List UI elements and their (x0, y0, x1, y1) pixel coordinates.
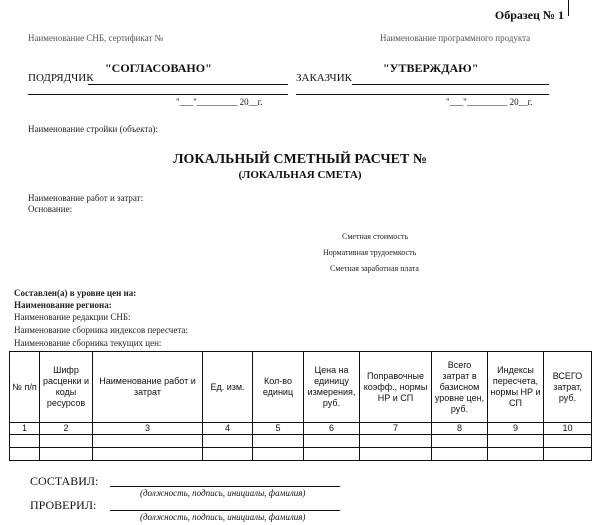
column-number: 7 (360, 423, 432, 435)
sample-label: Образец № 1 (494, 8, 564, 22)
approve-stamp: "УТВЕРЖДАЮ" (383, 61, 479, 75)
snb-name-label: Наименование СНБ, сертификат № (28, 33, 164, 43)
compiled-label: СОСТАВИЛ: (30, 474, 99, 488)
works-label: Наименование работ и затрат: (28, 193, 144, 203)
snb-edition-label: Наименование редакции СНБ: (14, 312, 131, 322)
column-number: 9 (488, 423, 544, 435)
col-header: Наименование работ и затрат (93, 352, 203, 423)
price-level-label: Составлен(а) в уровне цен на: (14, 288, 137, 298)
col-header: Шифр расценки и коды ресурсов (40, 352, 93, 423)
checked-hint: (должность, подпись, инициалы, фамилия) (140, 512, 306, 522)
col-header: Ед. изм. (203, 352, 253, 423)
checked-signature-line (110, 510, 340, 511)
column-number: 4 (203, 423, 253, 435)
column-number-row (10, 423, 592, 435)
table-row (10, 435, 592, 448)
date-left: "___"_________ 20__г. (176, 97, 263, 107)
col-header: Индексы пересчета, нормы НР и СП (488, 352, 544, 423)
agreed-stamp: "СОГЛАСОВАНО" (105, 61, 212, 75)
object-label: Наименование стройки (объекта): (28, 124, 158, 134)
checked-label: ПРОВЕРИЛ: (30, 498, 97, 512)
estimated-cost-label: Сметная стоимость (342, 232, 409, 241)
index-collection-label: Наименование сборника индексов пересчета: (14, 325, 188, 335)
col-header: № п/п (10, 352, 40, 423)
current-prices-label: Наименование сборника текущих цен: (14, 338, 162, 348)
table-row (10, 448, 592, 461)
col-header: Цена на единицу измерения, руб. (304, 352, 360, 423)
col-header: Поправочные коэфф., нормы НР и СП (360, 352, 432, 423)
table-header-row (10, 352, 592, 423)
customer-label: ЗАКАЗЧИК (296, 72, 352, 84)
column-number: 3 (93, 423, 203, 435)
contractor-label: ПОДРЯДЧИК (28, 72, 94, 84)
software-name-label: Наименование программного продукта (380, 33, 531, 43)
estimate-table (9, 351, 592, 461)
contractor-line (88, 84, 288, 85)
document-subtitle: (ЛОКАЛЬНАЯ СМЕТА) (238, 169, 362, 181)
col-header: Всего затрат в базисном уровне цен, руб. (432, 352, 488, 423)
date-right: "___"_________ 20__г. (446, 97, 533, 107)
column-number: 5 (253, 423, 304, 435)
column-number: 2 (40, 423, 93, 435)
basis-label: Основание: (28, 204, 73, 214)
document-title: ЛОКАЛЬНЫЙ СМЕТНЫЙ РАСЧЕТ № (173, 152, 427, 167)
corner-mark (568, 0, 569, 16)
column-number: 1 (10, 423, 40, 435)
customer-line-2 (296, 94, 549, 95)
column-number: 8 (432, 423, 488, 435)
compiled-signature-line (110, 486, 340, 487)
column-number: 6 (304, 423, 360, 435)
contractor-line-2 (28, 94, 288, 95)
col-header: Кол-во единиц (253, 352, 304, 423)
region-label: Наименование региона: (14, 300, 112, 310)
column-number: 10 (544, 423, 592, 435)
labor-intensity-label: Нормативная трудоемкость (323, 248, 417, 257)
compiled-hint: (должность, подпись, инициалы, фамилия) (140, 488, 306, 498)
customer-line (352, 84, 549, 85)
col-header: ВСЕГО затрат, руб. (544, 352, 592, 423)
wage-fund-label: Сметная заработная плата (330, 264, 419, 273)
